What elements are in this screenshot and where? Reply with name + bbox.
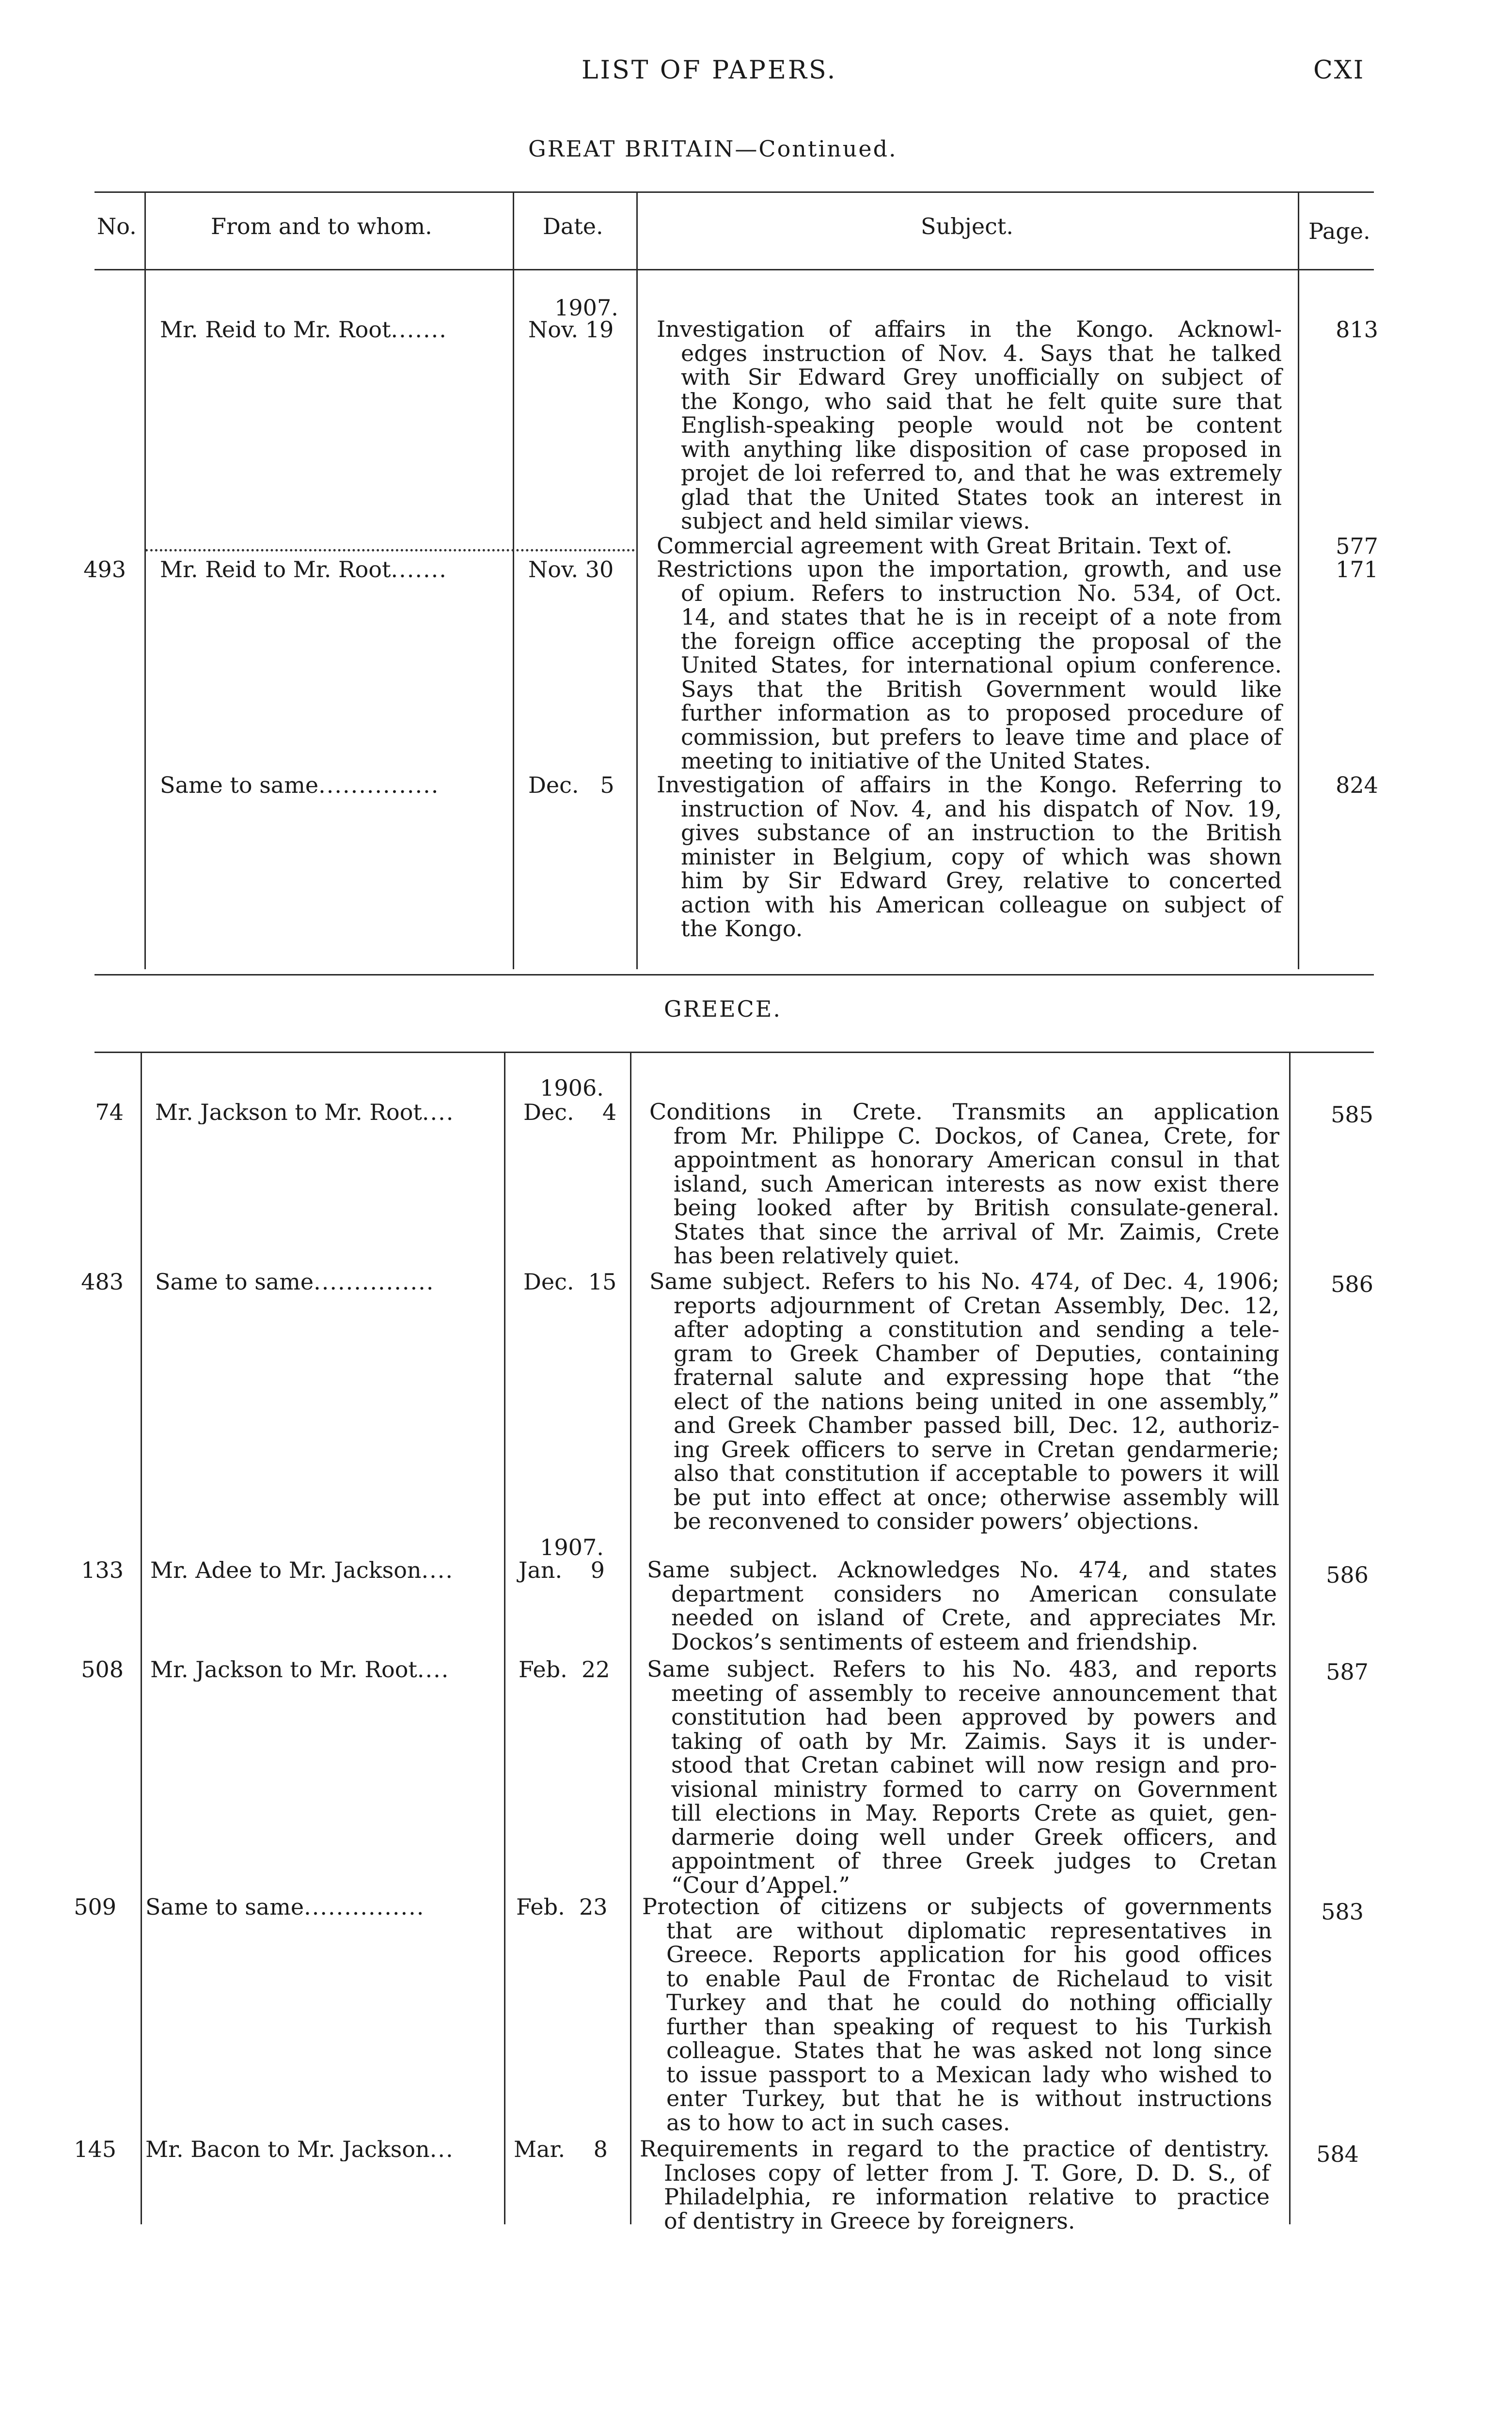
number-cell: 133 [81,1557,124,1583]
section-end-rule [94,974,1374,975]
from-to-cell: Same to same............... [155,1270,435,1294]
subject-cell: Commercial agreement with Great Britain. Text of. [657,533,1232,559]
column-divider [144,191,146,969]
column-header-subject: Subject. [921,213,1013,239]
date-cell: Nov. 19 [528,316,614,343]
section-title-great-britain: GREAT BRITAIN—Continued. [528,136,898,162]
section-title-greece: GREECE. [664,996,782,1022]
page-cell: 824 [1336,772,1378,798]
subject-cell: Same subject. Refers to his No. 474, of Dec. 4, 1906; reports adjournment of Cretan Assembly, Dec. 12, after adopting a constitution and sending a tele- gram to Greek Chamber of Deputies, containing fraternal salute and expressing hope that “the elect of the nations being united in one assembly,” and Greek Chamber passed bill, Dec. 12, authoriz- ing Greek officers to serve in Cretan gendarmerie; also that constitution if acceptable to powers it will be put into effect at once; otherwise assembly will be reconvened to consider powers’ objections. [649,1268,1279,1534]
subject-cell: Restrictions upon the importation, growth, and use of opium. Refers to instruction No. 534, of Oct. 14, and states that he is in receipt of a note from the foreign office accepting the proposal of the United States, for international opium conference. Says that the British Government would like further information as to proposed procedure of commission, but prefers to leave time and place of meeting to initiative of the United States. [657,556,1282,774]
subject-cell: Same subject. Acknowledges No. 474, and states department considers no American consulate needed on island of Crete, and appreciates Mr. Dockos’s sentiments of esteem and friendship. [647,1557,1277,1655]
from-to-cell: Mr. Adee to Mr. Jackson.... [150,1558,454,1582]
date-cell: Feb. 22 [519,1656,610,1683]
number-cell: 509 [74,1894,116,1920]
year-cell: 1906. [540,1075,604,1101]
column-header-page: Page. [1308,218,1370,244]
date-cell: Feb. 23 [516,1894,608,1920]
subject-cell: Conditions in Crete. Transmits an application from Mr. Philippe C. Dockos, of Canea, Crete, for appointment as honorary American consul in that island, such American interests as now exist there being looked after by British consulate-general. States that since the arrival of Mr. Zaimis, Crete has been relatively quiet. [649,1099,1279,1269]
date-cell: Dec. 15 [523,1269,617,1295]
number-cell: 483 [81,1269,124,1295]
subject-cell: Requirements in regard to the practice of dentistry. Incloses copy of letter from J. T. Gore, D. D. S., of Philadelphia, re information relative to practice of dentistry in Greece by foreigners. [640,2136,1270,2234]
column-divider [504,1052,505,2224]
page-number: CXI [1313,56,1365,85]
column-divider [1289,1052,1291,2224]
page-cell: 583 [1321,1899,1364,1925]
subject-cell: Protection of citizens or subjects of governments that are without diplomatic representatives in Greece. Reports application for his good offices to enable Paul de Frontac de Richelaud to visit Turkey and that he could do nothing officially further than speaking of request to his Turkish colleague. States that he was asked not long since to issue passport to a Mexican lady who wished to enter Turkey, but that he is without instructions as to how to act in such cases. [642,1893,1272,2136]
column-header-date: Date. [543,213,603,239]
date-cell: Jan. 9 [519,1557,605,1583]
from-to-cell: Mr. Jackson to Mr. Root.... [155,1100,455,1124]
from-to-cell: Mr. Jackson to Mr. Root.... [150,1657,450,1682]
column-divider [141,1052,142,2224]
from-to-cell: Mr. Bacon to Mr. Jackson... [145,2137,454,2161]
page-cell: 587 [1326,1659,1369,1685]
number-cell: 493 [83,556,126,582]
year-cell: 1907. [554,295,618,321]
page-title: LIST OF PAPERS. [582,56,837,85]
page-header [0,56,1512,90]
column-header-from: From and to whom. [211,213,432,239]
date-cell: Dec. 5 [528,772,614,798]
date-cell: Mar. 8 [514,2136,608,2162]
table-header-rule [94,269,1374,270]
table-top-rule [94,191,1374,193]
from-to-cell: Mr. Reid to Mr. Root....... [160,557,447,582]
page-cell: 584 [1316,2141,1359,2167]
subject-cell: Investigation of affairs in the Kongo. Referring to instruction of Nov. 4, and his dispatch of Nov. 19, gives substance of an instruction to the British minister in Belgium, copy of which was shown him by Sir Edward Grey, relative to concerted action with his American colleague on subject of the Kongo. [657,771,1282,942]
number-cell: 74 [95,1099,124,1125]
page-cell: 586 [1326,1562,1369,1588]
year-cell: 1907. [540,1534,604,1560]
page-cell: 813 [1336,316,1378,343]
page-cell: 585 [1331,1101,1373,1128]
date-cell: Dec. 4 [523,1099,617,1125]
from-to-cell: Same to same............... [145,1895,425,1919]
number-cell: 508 [81,1656,124,1683]
column-header-no: No. [97,213,137,239]
date-cell: Nov. 30 [528,556,614,582]
column-divider [1298,191,1299,969]
number-cell: 145 [74,2136,116,2162]
from-to-cell: Same to same............... [160,773,440,797]
page-cell: 586 [1331,1271,1373,1297]
subject-cell: Same subject. Refers to his No. 483, and reports meeting of assembly to receive announcement that constitution had been approved by powers and taking of oath by Mr. Zaimis. Says it is under- stood that Cretan cabinet will now resign and pro- visional ministry formed to carry on Government till elections in May. Reports Crete as quiet, gen- darmerie doing well under Greek officers, and appointment of three Greek judges to Cretan “Cour d’Appel.” [647,1656,1277,1898]
dotted-separator [145,549,635,551]
greece-top-rule [94,1052,1374,1053]
from-to-cell: Mr. Reid to Mr. Root....... [160,317,447,342]
page-cell: 171 [1336,556,1378,582]
subject-cell: Investigation of affairs in the Kongo. Acknowl- edges instruction of Nov. 4. Says that he talked with Sir Edward Grey unofficially on subject of the Kongo, who said that he felt quite sure that English-speaking people would not be content with anything like disposition of case proposed in projet de loi referred to, and that he was extremely glad that the United States took an interest in subject and held similar views. [657,316,1282,534]
page-cell: 577 [1336,533,1378,559]
column-divider [630,1052,631,2224]
